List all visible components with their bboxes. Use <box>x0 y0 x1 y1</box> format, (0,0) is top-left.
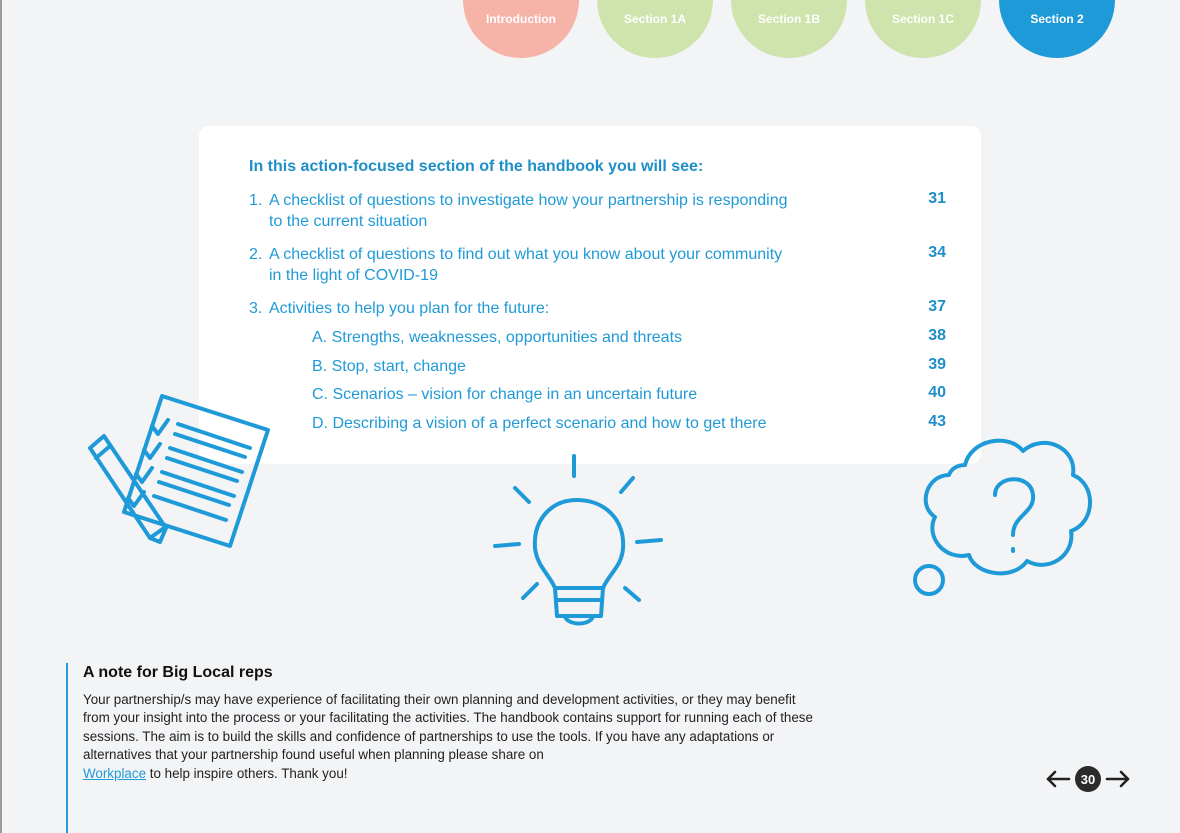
toc-subitem-text: Scenarios – vision for change in an uncertain future <box>332 386 698 403</box>
tab-label: Introduction <box>486 12 556 26</box>
pager <box>1045 764 1131 794</box>
toc-subitem-d[interactable] <box>312 413 872 434</box>
toc-text-line1: A checklist of questions to find out what you know about your community <box>269 246 783 263</box>
toc-number: 3. <box>249 300 263 317</box>
note-text: Your partnership/s may have experience of facilitating their own planning and development activities, or they may benefit from your insight into the process or your facilitating the activities. The handbook contains support for running each of these sessions. The aim is to build the skills and confidence of partnerships to use the tools. If you have any adaptations or alternatives that your partnership found useful when planning please share on <box>83 692 813 763</box>
toc-page-3: 37 <box>928 298 946 315</box>
toc-subitem-a[interactable] <box>312 327 872 348</box>
tab-label: Section 1A <box>623 12 686 26</box>
question-cloud-icon <box>905 425 1105 605</box>
toc-subitem-text: Describing a vision of a perfect scenario and how to get there <box>332 415 767 432</box>
toc-letter: C. <box>312 386 328 403</box>
toc-item-3[interactable] <box>249 298 869 319</box>
tab-label: Section 1B <box>757 12 820 26</box>
lightbulb-icon <box>485 448 665 638</box>
tab-section-1a[interactable] <box>597 0 713 58</box>
toc-item-2[interactable] <box>249 244 869 286</box>
tab-introduction[interactable] <box>463 0 579 58</box>
toc-text-line2: to the current situation <box>269 213 428 230</box>
note-title: A note for Big Local reps <box>83 664 273 681</box>
arrow-right-icon[interactable] <box>1105 769 1131 789</box>
note-text-end: to help inspire others. Thank you! <box>146 765 348 781</box>
toc-number: 1. <box>249 192 263 209</box>
toc-subitem-text: Strengths, weaknesses, opportunities and threats <box>331 329 683 346</box>
tab-label: Section 2 <box>1030 12 1084 26</box>
toc-text-line2: in the light of COVID-19 <box>269 267 438 284</box>
toc-page-a: 38 <box>928 327 946 344</box>
tab-section-1b[interactable] <box>731 0 847 58</box>
toc-subitem-b[interactable] <box>312 356 872 377</box>
toc-letter: B. <box>312 358 328 375</box>
contents-heading: In this action-focused section of the handbook you will see: <box>249 158 704 175</box>
note-accent-rule <box>66 663 68 833</box>
toc-text-line1: Activities to help you plan for the future: <box>269 300 550 317</box>
checklist-pencil-icon <box>80 388 280 558</box>
toc-item-1[interactable] <box>249 190 869 232</box>
toc-page-d: 43 <box>928 413 946 430</box>
toc-number: 2. <box>249 246 263 263</box>
toc-letter: A. <box>312 329 328 346</box>
toc-page-b: 39 <box>928 356 946 373</box>
toc-page-c: 40 <box>928 384 946 401</box>
toc-letter: D. <box>312 415 328 432</box>
tab-section-2[interactable] <box>999 0 1115 58</box>
toc-text-line1: A checklist of questions to investigate how your partnership is responding <box>269 192 788 209</box>
toc-page-2: 34 <box>928 244 946 261</box>
toc-page-1: 31 <box>928 190 946 207</box>
workplace-link[interactable]: Workplace <box>83 765 147 781</box>
arrow-left-icon[interactable] <box>1045 769 1071 789</box>
page-number: 30 <box>1075 766 1101 792</box>
toc-subitem-text: Stop, start, change <box>331 358 466 375</box>
note-body <box>83 691 823 783</box>
tab-section-1c[interactable] <box>865 0 981 58</box>
tab-label: Section 1C <box>891 12 954 26</box>
page-border <box>0 0 2 833</box>
toc-subitem-c[interactable] <box>312 384 872 405</box>
